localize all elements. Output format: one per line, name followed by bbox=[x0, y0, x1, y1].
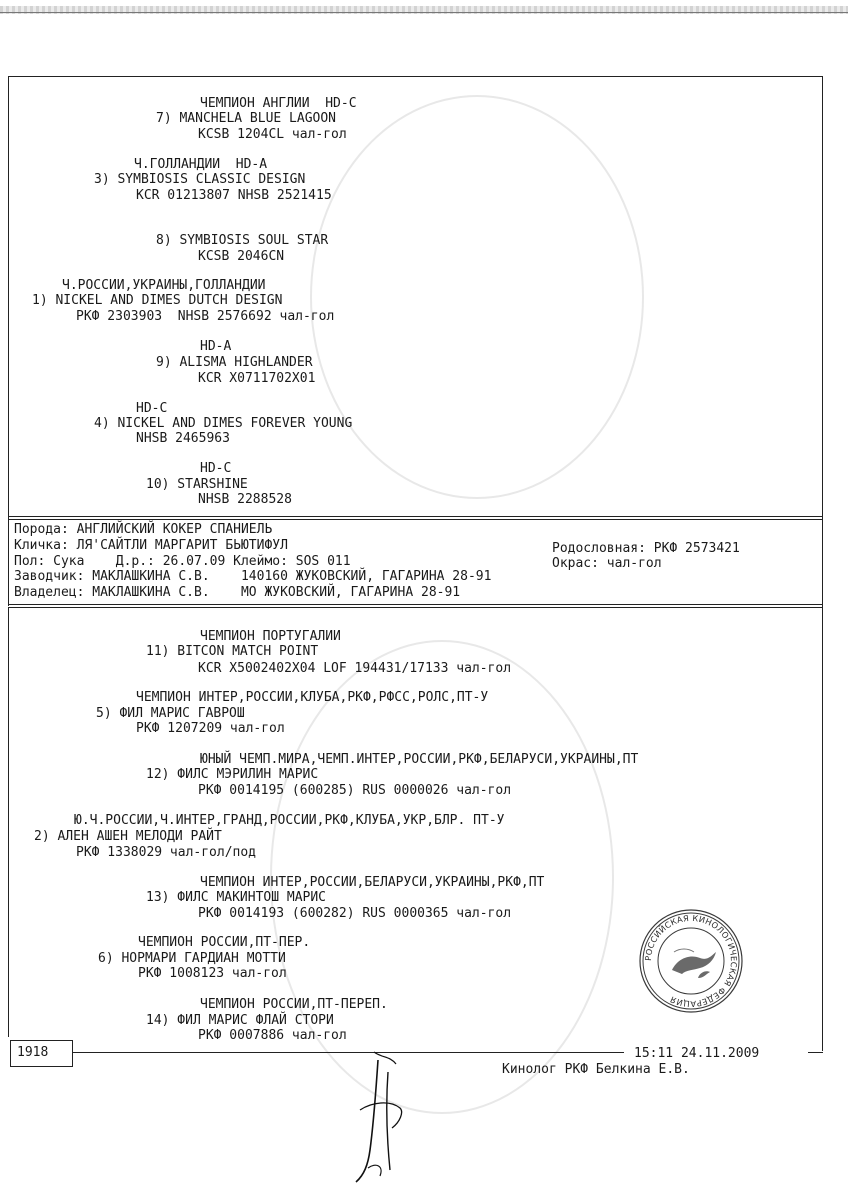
info-top-double-line-2 bbox=[8, 519, 823, 520]
pedigree-entry-reg: РКФ 0007886 чал-гол bbox=[198, 1028, 347, 1043]
pedigree-entry-reg: NHSB 2288528 bbox=[198, 492, 292, 507]
frame-top-line bbox=[8, 76, 823, 77]
pedigree-entry-title: ЧЕМПИОН ИНТЕР,РОССИИ,БЕЛАРУСИ,УКРАИНЫ,РКФ,ПТ bbox=[200, 875, 545, 890]
pedigree-entry-title: ЧЕМПИОН РОССИИ,ПТ-ПЕР. bbox=[138, 935, 311, 950]
page-number-box bbox=[10, 1040, 73, 1067]
pedigree-entry-name: 12) ФИЛС МЭРИЛИН МАРИС bbox=[146, 767, 319, 782]
pedigree-entry-reg: KCR X5002402X04 LOF 194431/17133 чал-гол bbox=[198, 661, 512, 676]
pedigree-entry-name: 11) BITCON MATCH POINT bbox=[146, 644, 319, 659]
pedigree-entry-reg: РКФ 1338029 чал-гол/под bbox=[76, 845, 257, 860]
pedigree-entry-title: ЧЕМПИОН АНГЛИИ HD-C bbox=[200, 96, 357, 111]
pedigree-entry-reg: KCSB 1204CL чал-гол bbox=[198, 127, 347, 142]
pedigree-entry-reg: РКФ 0014195 (600285) RUS 0000026 чал-гол bbox=[198, 783, 512, 798]
footer-signatory: Кинолог РКФ Белкина Е.В. bbox=[502, 1062, 690, 1077]
pedigree-entry-name: 6) НОРМАРИ ГАРДИАН МОТТИ bbox=[98, 951, 286, 966]
pedigree-entry-reg: KCR 01213807 NHSB 2521415 bbox=[136, 188, 332, 203]
pedigree-entry-name: 7) MANCHELA BLUE LAGOON bbox=[156, 111, 337, 126]
footer-timestamp: 15:11 24.11.2009 bbox=[634, 1046, 760, 1061]
pedigree-entry-title: HD-C bbox=[136, 401, 168, 416]
breeder-field: Заводчик: МАКЛАШКИНА С.В. 140160 ЖУКОВСКИЙ, ГАГАРИНА 28-91 bbox=[14, 569, 492, 584]
pedigree-entry-title: ЧЕМПИОН ИНТЕР,РОССИИ,КЛУБА,РКФ,РФСС,РОЛС,ПТ-У bbox=[136, 690, 489, 705]
pedigree-entry-title: HD-C bbox=[200, 461, 232, 476]
pedigree-entry-title: Ч.РОССИИ,УКРАИНЫ,ГОЛЛАНДИИ bbox=[62, 278, 266, 293]
pedigree-entry-title: HD-A bbox=[200, 339, 232, 354]
signature-icon bbox=[330, 1050, 440, 1190]
pedigree-entry-title: ЧЕМПИОН РОССИИ,ПТ-ПЕРЕП. bbox=[200, 997, 388, 1012]
pedigree-entry-name: 10) STARSHINE bbox=[146, 477, 248, 492]
owner-field: Владелец: МАКЛАШКИНА С.В. МО ЖУКОВСКИЙ, ГАГАРИНА 28-91 bbox=[14, 585, 461, 600]
info-bottom-double-line-2 bbox=[8, 607, 823, 608]
pedigree-entry-reg: РКФ 2303903 NHSB 2576692 чал-гол bbox=[76, 309, 335, 324]
pedigree-number-field: Родословная: РКФ 2573421 bbox=[552, 541, 740, 556]
name-field: Кличка: ЛЯ'САЙТЛИ МАРГАРИТ БЬЮТИФУЛ bbox=[14, 538, 288, 553]
frame-right-line bbox=[822, 76, 823, 1051]
pedigree-entry-reg: KCR X0711702X01 bbox=[198, 371, 316, 386]
pedigree-entry-name: 1) NICKEL AND DIMES DUTCH DESIGN bbox=[32, 293, 283, 308]
stamp-text: РОССИЙСКАЯ КИНОЛОГИЧЕСКАЯ ФЕДЕРАЦИЯ bbox=[642, 912, 740, 1010]
handwritten-signature bbox=[330, 1050, 440, 1190]
pedigree-entry-title: Ч.ГОЛЛАНДИИ HD-A bbox=[134, 157, 268, 172]
pedigree-entry-reg: РКФ 0014193 (600282) RUS 0000365 чал-гол bbox=[198, 906, 512, 921]
watermark-seal-top bbox=[310, 95, 644, 499]
pedigree-entry-title: ЮНЫЙ ЧЕМП.МИРА,ЧЕМП.ИНТЕР,РОССИИ,РКФ,БЕЛАРУСИ,УКРАИНЫ,ПТ bbox=[200, 752, 639, 767]
rkf-stamp bbox=[638, 908, 744, 1014]
pedigree-entry-title: Ю.Ч.РОССИИ,Ч.ИНТЕР,ГРАНД,РОССИИ,РКФ,КЛУБА,УКР,БЛР. ПТ-У bbox=[74, 813, 505, 828]
info-bottom-double-line bbox=[8, 604, 823, 605]
pedigree-entry-reg: KCSB 2046CN bbox=[198, 249, 285, 264]
pedigree-entry-reg: РКФ 1008123 чал-гол bbox=[138, 966, 287, 981]
pedigree-entry-name: 14) ФИЛ МАРИС ФЛАЙ СТОРИ bbox=[146, 1013, 334, 1028]
info-top-double-line bbox=[8, 516, 823, 517]
page-number: 1918 bbox=[17, 1045, 49, 1060]
frame-left-line-bottom bbox=[8, 607, 9, 1037]
breed-field: Порода: АНГЛИЙСКИЙ КОКЕР СПАНИЕЛЬ bbox=[14, 522, 273, 537]
pedigree-entry-name: 2) АЛЕН АШЕН МЕЛОДИ РАЙТ bbox=[34, 829, 222, 844]
pedigree-entry-reg: РКФ 1207209 чал-гол bbox=[136, 721, 285, 736]
color-field: Окрас: чал-гол bbox=[552, 556, 662, 571]
pedigree-entry-name: 4) NICKEL AND DIMES FOREVER YOUNG bbox=[94, 416, 353, 431]
pedigree-entry-name: 8) SYMBIOSIS SOUL STAR bbox=[156, 233, 329, 248]
sex-dob-brand-field: Пол: Сука Д.р.: 26.07.09 Клеймо: SOS 011 bbox=[14, 554, 351, 569]
pedigree-entry-name: 3) SYMBIOSIS CLASSIC DESIGN bbox=[94, 172, 306, 187]
footer-rule-right bbox=[808, 1052, 823, 1053]
pedigree-entry-title: ЧЕМПИОН ПОРТУГАЛИИ bbox=[200, 629, 341, 644]
frame-left-line bbox=[8, 76, 9, 606]
pedigree-entry-name: 13) ФИЛС МАКИНТОШ МАРИС bbox=[146, 890, 327, 905]
pedigree-entry-name: 9) ALISMA HIGHLANDER bbox=[156, 355, 313, 370]
scan-artifact-line bbox=[0, 12, 848, 13]
rkf-stamp-icon bbox=[638, 908, 744, 1014]
pedigree-entry-reg: NHSB 2465963 bbox=[136, 431, 230, 446]
pedigree-entry-name: 5) ФИЛ МАРИС ГАВРОШ bbox=[96, 706, 245, 721]
